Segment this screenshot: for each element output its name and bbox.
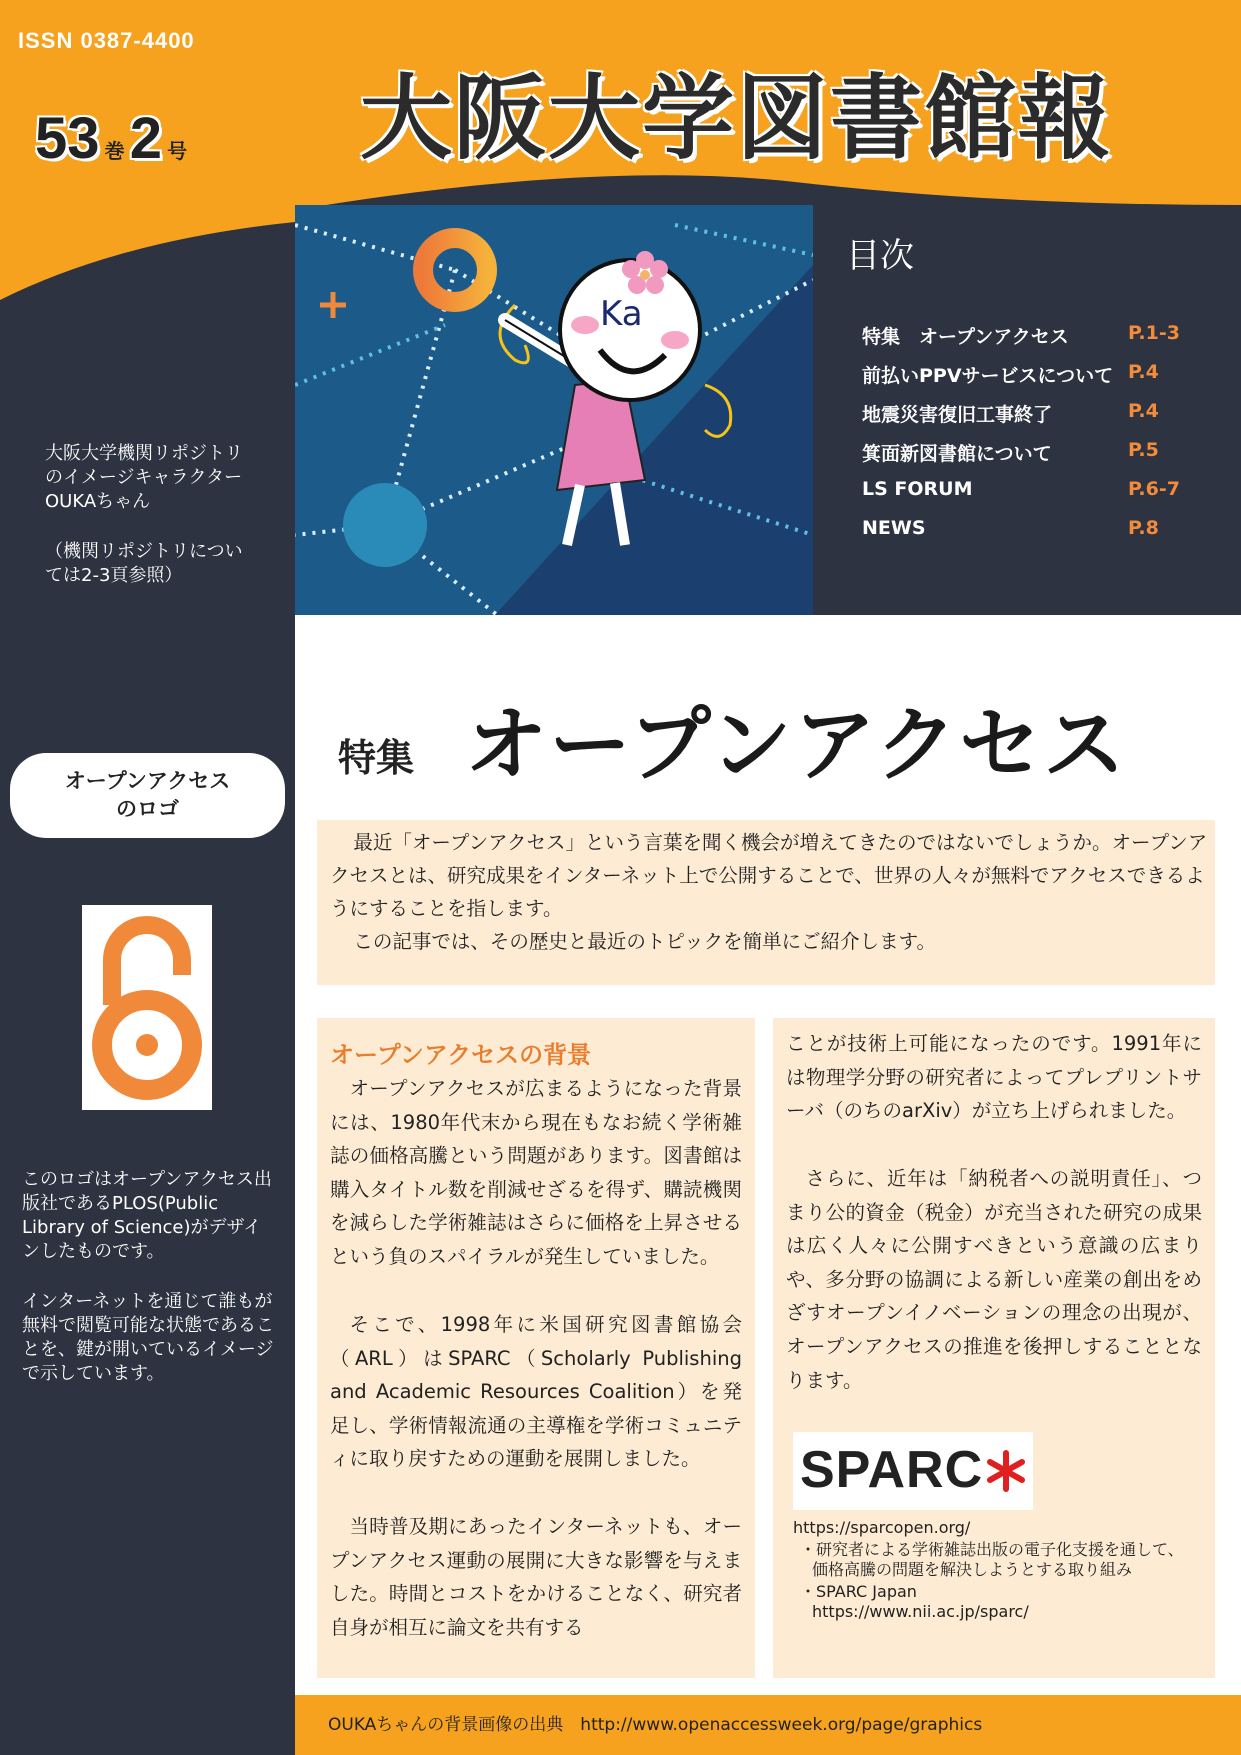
sparc-note: 価格高騰の問題を解決しようとする取り組み xyxy=(812,1560,1133,1579)
character-caption: 大阪大学機関リポジトリのイメージキャラクター OUKAちゃん xyxy=(45,443,261,512)
logo-description: このロゴはオープンアクセス出版社であるPLOS(Public Library of Science)がデザインしたものです。 xyxy=(22,1169,272,1262)
toc-item-page: P.8 xyxy=(1128,517,1159,539)
open-lock-icon xyxy=(82,905,212,1110)
sidebar-background xyxy=(0,0,295,1755)
toc-item-label[interactable]: NEWS xyxy=(862,517,926,539)
toc-heading: 目次 xyxy=(846,236,914,276)
toc-item-label[interactable]: LS FORUM xyxy=(862,478,973,500)
sparc-asterisk-icon xyxy=(985,1450,1027,1492)
article-paragraph: ことが技術上可能になったのです。1991年には物理学分野の研究者によってプレプリントサーバ（のちのarXiv）が立ち上げられました。 xyxy=(786,1032,1202,1123)
sparc-note: ・研究者による学術雑誌出版の電子化支援を通して、 xyxy=(800,1540,1184,1559)
logo-description-2: インターネットを通じて誰もが無料で閲覧可能な状態であることを、鍵が開いているイメージで示しています。 xyxy=(22,1291,274,1384)
hero-illustration xyxy=(295,205,813,615)
toc-item-page: P.6-7 xyxy=(1128,478,1180,500)
feature-title: オープンアクセス xyxy=(465,698,1128,793)
toc-item-page: P.5 xyxy=(1128,439,1159,461)
sparc-japan-url[interactable]: https://www.nii.ac.jp/sparc/ xyxy=(812,1602,1029,1621)
open-access-logo xyxy=(82,905,212,1110)
issn: ISSN 0387-4400 xyxy=(18,28,195,53)
volume-number: 53 xyxy=(35,106,100,171)
sparc-url[interactable]: https://sparcopen.org/ xyxy=(793,1518,971,1537)
toc-item-page: P.4 xyxy=(1128,361,1159,383)
issue-unit: 号 xyxy=(167,139,188,163)
sparc-logo-text: SPARC xyxy=(800,1441,984,1499)
intro-paragraph: この記事では、その歴史と最近のトピックを簡単にご紹介します。 xyxy=(353,930,937,953)
toc-item-label[interactable]: 前払いPPVサービスについて xyxy=(862,365,1114,387)
toc-item-label[interactable]: 特集 オープンアクセス xyxy=(862,326,1069,348)
section-heading: オープンアクセスの背景 xyxy=(330,1041,592,1069)
intro-paragraph: 最近「オープンアクセス」という言葉を聞く機会が増えてきたのではないでしょうか。オープンアクセスとは、研究成果をインターネット上で公開することで、世界の人々が無料でアクセスできるようにすることを指します。 xyxy=(330,831,1208,920)
volume-unit: 巻 xyxy=(104,139,125,163)
logo-pill-line1: オープンアクセス xyxy=(64,769,231,793)
logo-pill-line2: のロゴ xyxy=(116,797,179,821)
logo-label-pill xyxy=(10,753,285,838)
article-paragraph: そこで、1998年に米国研究図書館協会（ARL）はSPARC（Scholarly Publishing and Academic Resources Coalition）を発足し、学術情報流通の主導権を学術コミュニティに取り戻すための運動を展開しました。 xyxy=(330,1313,742,1471)
article-paragraph: オープンアクセスが広まるようになった背景には、1980年代末から現在もなお続く学術雑誌の価格高騰という問題があります。図書館は購入タイトル数を削減せざるを得ず、購読機関を減らした学術雑誌はさらに価格を上昇させるという負のスパイラルが発生していました。 xyxy=(330,1077,742,1268)
toc-item-label[interactable]: 地震災害復旧工事終了 xyxy=(862,404,1053,426)
toc-item-page: P.4 xyxy=(1128,400,1159,422)
toc-item-page: P.1-3 xyxy=(1128,322,1180,344)
feature-label: 特集 xyxy=(338,736,415,780)
issue-number: 2 xyxy=(129,106,162,171)
sparc-japan: ・SPARC Japan xyxy=(800,1582,917,1601)
page-title: 大阪大学図書館報 xyxy=(360,65,1113,172)
footer-credit: OUKAちゃんの背景画像の出典 http://www.openaccessweek.org/page/graphics xyxy=(328,1715,983,1735)
article-paragraph: さらに、近年は「納税者への説明責任」、つまり公的資金（税金）が充当された研究の成果は広く人々に公開すべきという意識の広まりや、多分野の協調による新しい産業の創出をめざすオープンイノベーションの理念の出現が、オープンアクセスの推進を後押しすることとなります。 xyxy=(786,1167,1202,1392)
repository-note: （機関リポジトリについては2-3頁参照） xyxy=(45,541,243,586)
hero-graphic xyxy=(295,205,813,615)
hero-face-text: Ka xyxy=(600,294,643,334)
toc-item-label[interactable]: 箕面新図書館について xyxy=(862,443,1052,465)
volume-issue xyxy=(35,105,187,172)
article-paragraph: 当時普及期にあったインターネットも、オープンアクセス運動の展開に大きな影響を与えました。時間とコストをかけることなく、研究者自身が相互に論文を共有する xyxy=(330,1515,742,1639)
